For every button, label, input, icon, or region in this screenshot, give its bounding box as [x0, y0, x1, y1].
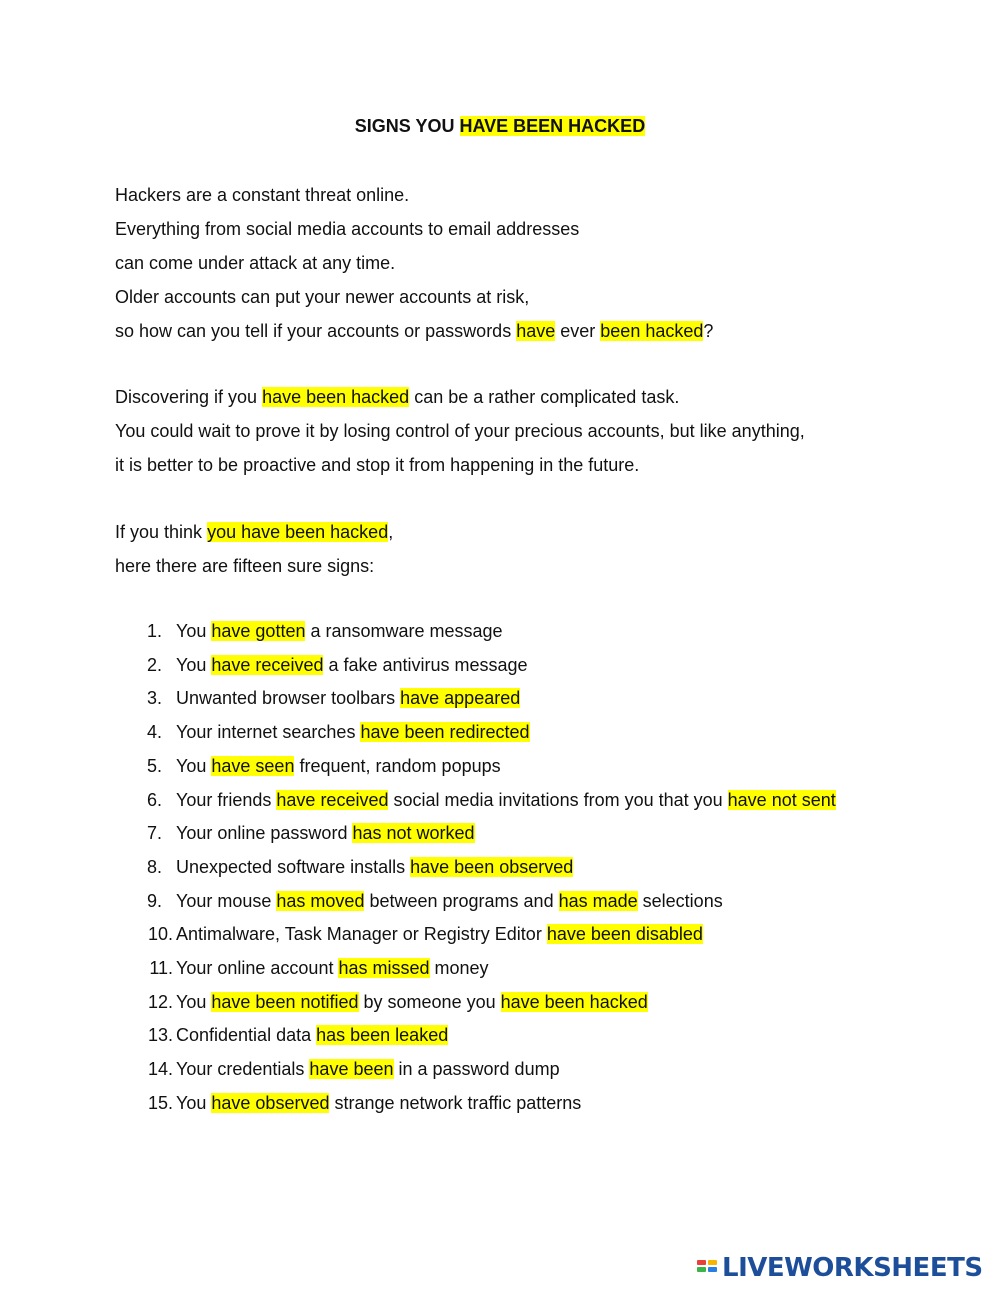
list-item-text: [176, 817, 475, 851]
highlighted-text: have been hacked: [500, 991, 648, 1012]
list-item-number: 7.: [146, 823, 162, 844]
liveworksheets-logo: [697, 1253, 983, 1283]
highlighted-text: has been leaked: [316, 1025, 449, 1046]
paragraph-line: [115, 515, 393, 549]
list-item-number: 6.: [146, 789, 162, 810]
list-item: [115, 1087, 836, 1121]
text-segment: Your online password: [176, 823, 353, 844]
highlighted-text: have seen: [211, 755, 295, 776]
list-item: [115, 851, 836, 885]
highlighted-text: has missed: [338, 958, 430, 979]
list-item-number: 15.: [147, 1092, 173, 1113]
text-segment: You could wait to prove it by losing control of your precious accounts, but like anything,: [115, 421, 805, 441]
text-segment: Unwanted browser toolbars: [176, 688, 401, 709]
text-segment: so how can you tell if your accounts or passwords: [115, 321, 517, 341]
list-item-text: [176, 615, 503, 649]
text-segment: social media invitations from you that you: [388, 789, 728, 810]
paragraph-line: [115, 549, 393, 583]
text-segment: frequent, random popups: [294, 755, 501, 776]
list-item: [115, 986, 836, 1020]
logo-block: [697, 1267, 706, 1272]
list-item-text: [176, 682, 520, 716]
highlighted-text: has moved: [276, 890, 365, 911]
text-segment: Your credentials: [176, 1059, 310, 1080]
text-segment: You: [176, 1092, 212, 1113]
signs-intro-paragraph: [115, 515, 393, 583]
highlighted-text: have received: [211, 654, 324, 675]
text-segment: Antimalware, Task Manager or Registry Editor: [176, 924, 547, 945]
list-item-text: [176, 918, 703, 952]
highlighted-text: has made: [558, 890, 638, 911]
list-item: [115, 1053, 836, 1087]
text-segment: by someone you: [358, 991, 501, 1012]
list-item-number: 13.: [147, 1025, 173, 1046]
text-segment: can be a rather complicated task.: [409, 387, 680, 407]
page-title: [0, 114, 1000, 138]
list-item-number: 9.: [146, 890, 162, 911]
highlighted-text: have gotten: [211, 621, 306, 641]
text-segment: Discovering if you: [115, 387, 263, 407]
text-segment: ever: [555, 321, 601, 341]
list-item-text: [176, 1053, 560, 1087]
highlighted-text: have been: [309, 1059, 394, 1080]
highlighted-text: have been redirected: [360, 722, 530, 743]
list-item: [115, 1019, 836, 1053]
text-segment: a ransomware message: [305, 621, 503, 641]
list-item: [115, 615, 836, 649]
highlighted-text: have been notified: [211, 991, 359, 1012]
list-item: [115, 716, 836, 750]
paragraph-line: [115, 212, 713, 246]
list-item-text: [176, 952, 489, 986]
logo-block: [697, 1260, 706, 1265]
text-segment: in a password dump: [393, 1059, 560, 1080]
list-item-number: 11.: [149, 958, 173, 979]
text-segment: money: [429, 958, 489, 979]
list-item-text: [176, 649, 528, 683]
paragraph-line: [115, 414, 805, 448]
paragraph-line: [115, 280, 713, 314]
list-item-number: 10.: [147, 924, 173, 945]
list-item-text: [176, 1019, 448, 1053]
list-item: [115, 682, 836, 716]
text-segment: strange network traffic patterns: [329, 1092, 582, 1113]
paragraph-line: [115, 448, 805, 482]
highlighted-text: have observed: [211, 1092, 330, 1113]
list-item-text: [176, 986, 648, 1020]
list-item: [115, 817, 836, 851]
title-highlight: HAVE BEEN HACKED: [459, 116, 646, 136]
text-segment: selections: [637, 890, 723, 911]
text-segment: it is better to be proactive and stop it from happening in the future.: [115, 455, 640, 475]
list-item-number: 4.: [146, 722, 162, 743]
list-item: [115, 649, 836, 683]
highlighted-text: have: [516, 321, 556, 341]
list-item-number: 2.: [146, 654, 162, 675]
text-segment: ,: [388, 522, 394, 542]
text-segment: Confidential data: [176, 1025, 317, 1046]
text-segment: between programs and: [364, 890, 559, 911]
highlighted-text: have received: [276, 789, 389, 810]
list-item: [115, 885, 836, 919]
highlighted-text: have not sent: [727, 789, 836, 810]
text-segment: Your mouse: [176, 890, 277, 911]
text-segment: Older accounts can put your newer accounts at risk,: [115, 287, 530, 307]
highlighted-text: has not worked: [352, 823, 475, 844]
list-item: [115, 918, 836, 952]
text-segment: Your friends: [176, 789, 277, 810]
signs-list: [115, 615, 836, 1121]
highlighted-text: have been disabled: [546, 924, 703, 945]
text-segment: Hackers are a constant threat online.: [115, 185, 410, 205]
text-segment: You: [176, 991, 212, 1012]
text-segment: Everything from social media accounts to email addresses: [115, 219, 580, 239]
liveworksheets-logo-icon: [697, 1255, 719, 1281]
text-segment: a fake antivirus message: [323, 654, 528, 675]
title-plain: SIGNS YOU: [354, 116, 460, 136]
list-item-number: 14.: [147, 1059, 173, 1080]
text-segment: If you think: [115, 522, 208, 542]
intro-paragraph: [115, 178, 713, 348]
paragraph-line: [115, 178, 713, 212]
list-item-text: [176, 1087, 581, 1121]
text-segment: Unexpected software installs: [176, 856, 411, 877]
list-item-text: [176, 750, 501, 784]
list-item: [115, 784, 836, 818]
text-segment: Your online account: [176, 958, 339, 979]
discovery-paragraph: [115, 380, 805, 482]
highlighted-text: you have been hacked: [207, 522, 389, 542]
highlighted-text: have been observed: [410, 856, 574, 877]
logo-text: LIVEWORKSHEETS: [722, 1253, 983, 1283]
list-item-number: 12.: [147, 991, 173, 1012]
list-item-text: [176, 716, 530, 750]
list-item: [115, 750, 836, 784]
logo-block: [708, 1267, 717, 1272]
text-segment: ?: [703, 321, 714, 341]
paragraph-line: [115, 246, 713, 280]
text-segment: here there are fifteen sure signs:: [115, 556, 375, 576]
text-segment: can come under attack at any time.: [115, 253, 396, 273]
paragraph-line: [115, 380, 805, 414]
list-item-text: [176, 784, 836, 818]
text-segment: You: [176, 654, 212, 675]
paragraph-line: [115, 314, 713, 348]
list-item: [115, 952, 836, 986]
list-item-number: 3.: [146, 688, 162, 709]
text-segment: You: [176, 755, 212, 776]
list-item-number: 5.: [146, 755, 162, 776]
list-item-text: [176, 885, 723, 919]
highlighted-text: have been hacked: [262, 387, 410, 407]
logo-block: [708, 1260, 717, 1265]
highlighted-text: been hacked: [600, 321, 704, 341]
text-segment: Your internet searches: [176, 722, 361, 743]
text-segment: You: [176, 621, 212, 641]
list-item-number: 8.: [146, 856, 162, 877]
highlighted-text: have appeared: [400, 688, 521, 709]
list-item-number: 1.: [146, 621, 162, 641]
list-item-text: [176, 851, 573, 885]
